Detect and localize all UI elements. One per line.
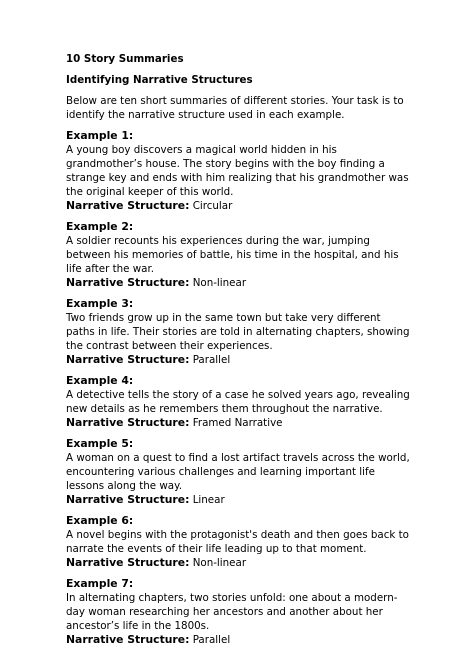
example-6 xyxy=(66,514,411,570)
example-heading: Example 3: xyxy=(66,297,134,310)
narrative-structure-value: Circular xyxy=(192,200,233,212)
narrative-structure-line xyxy=(66,276,411,290)
narrative-structure-line xyxy=(66,556,411,570)
example-4 xyxy=(66,374,411,430)
example-summary: A novel begins with the protagonist's death and then goes back to narrate the events of their life leading up to that moment. xyxy=(66,529,409,555)
narrative-structure-line xyxy=(66,353,411,367)
example-heading: Example 6: xyxy=(66,514,134,527)
narrative-structure-label: Narrative Structure: xyxy=(66,416,190,429)
narrative-structure-value: Non-linear xyxy=(192,557,247,569)
example-heading: Example 7: xyxy=(66,577,134,590)
narrative-structure-label: Narrative Structure: xyxy=(66,276,190,289)
intro-paragraph: Below are ten short summaries of different stories. Your task is to identify the narrative structure used in each example. xyxy=(66,95,404,121)
example-7 xyxy=(66,577,411,647)
document-page xyxy=(66,52,411,654)
narrative-structure-label: Narrative Structure: xyxy=(66,633,190,646)
example-heading: Example 5: xyxy=(66,437,134,450)
example-heading: Example 2: xyxy=(66,220,134,233)
narrative-structure-label: Narrative Structure: xyxy=(66,353,190,366)
narrative-structure-label: Narrative Structure: xyxy=(66,493,190,506)
narrative-structure-label: Narrative Structure: xyxy=(66,556,190,569)
example-summary: A detective tells the story of a case he solved years ago, revealing new details as he remembers them throughout the narrative. xyxy=(66,389,410,415)
narrative-structure-line xyxy=(66,199,411,213)
narrative-structure-line xyxy=(66,493,411,507)
example-1 xyxy=(66,129,411,213)
narrative-structure-value: Parallel xyxy=(192,634,231,646)
narrative-structure-line xyxy=(66,633,411,647)
example-summary: Two friends grow up in the same town but take very different paths in life. Their stories are told in alternating chapters, showing the contrast between their experiences. xyxy=(66,312,410,352)
example-5 xyxy=(66,437,411,507)
narrative-structure-value: Linear xyxy=(192,494,225,506)
document-title: 10 Story Summaries xyxy=(66,53,184,65)
example-summary: A young boy discovers a magical world hidden in his grandmother’s house. The story begins with the boy finding a strange key and ends with him realizing that his grandmother was the original keeper of this world. xyxy=(66,144,409,198)
narrative-structure-value: Framed Narrative xyxy=(192,417,283,429)
document-subtitle: Identifying Narrative Structures xyxy=(66,74,253,86)
example-2 xyxy=(66,220,411,290)
example-heading: Example 4: xyxy=(66,374,134,387)
example-summary: In alternating chapters, two stories unfold: one about a modern-day woman researching her ancestors and another about her ancestor’s life in the 1800s. xyxy=(66,592,398,632)
narrative-structure-value: Non-linear xyxy=(192,277,247,289)
example-3 xyxy=(66,297,411,367)
narrative-structure-label: Narrative Structure: xyxy=(66,199,190,212)
example-summary: A woman on a quest to find a lost artifact travels across the world, encountering various challenges and learning important life lessons along the way. xyxy=(66,452,410,492)
example-heading: Example 1: xyxy=(66,129,134,142)
narrative-structure-value: Parallel xyxy=(192,354,231,366)
example-summary: A soldier recounts his experiences during the war, jumping between his memories of battle, his time in the hospital, and his life after the war. xyxy=(66,235,399,275)
narrative-structure-line xyxy=(66,416,411,430)
